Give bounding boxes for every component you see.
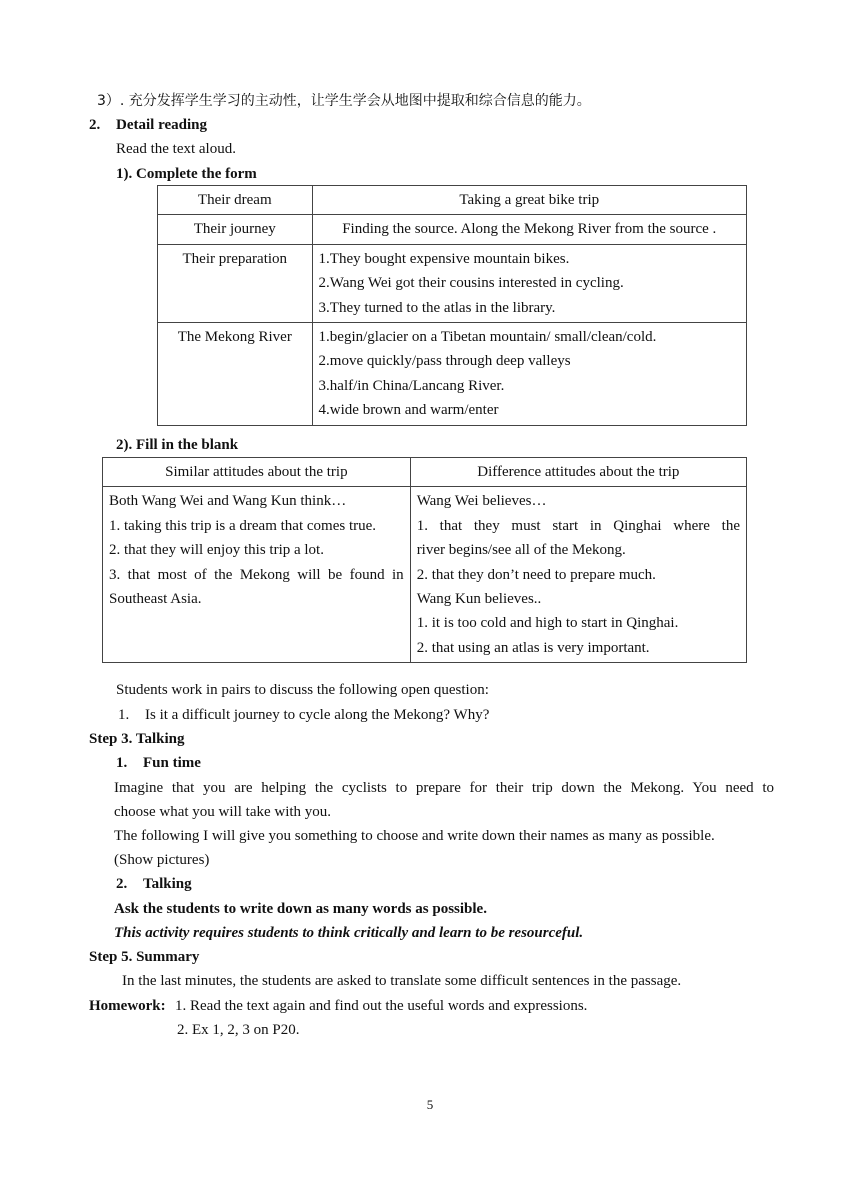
difference-attitudes-cell (410, 487, 746, 663)
cell-line: 1.begin/glacier on a Tibetan mountain/ small/clean/cold. (318, 329, 657, 346)
form-value-cell: Taking a great bike trip (312, 186, 746, 215)
cell-line: 1. that they must start in Qinghai where the (416, 517, 740, 534)
page-number: 5 (426, 1097, 434, 1112)
cell-line: 2. that they don’t need to prepare much. (416, 566, 656, 583)
objective-line: 3）. 充分发挥学生学习的主动性，让学生学会从地图中提取和综合信息的能力。 (97, 93, 591, 109)
form-value-cell (312, 244, 746, 322)
form-label-cell: The Mekong River (158, 323, 313, 426)
imagine-text-line2: choose what you will take with you. (114, 804, 332, 820)
fill-blank-title: 2). Fill in the blank (116, 437, 239, 453)
pair-work-text: Students work in pairs to discuss the following open question: (116, 682, 489, 698)
homework-item-1: 1. Read the text again and find out the useful words and expressions. (175, 998, 588, 1014)
cell-line: 3.They turned to the atlas in the library. (318, 299, 556, 316)
imagine-text-line1: Imagine that you are helping the cyclists to prepare for their trip down the Mekong. You need to (114, 780, 774, 796)
cell-line: Both Wang Wei and Wang Kun think… (109, 493, 347, 510)
cell-line: 2. that they will enjoy this trip a lot. (109, 542, 324, 559)
activity-note: This activity requires students to think critically and learn to be resourceful. (114, 925, 584, 941)
talking-heading: Talking (143, 876, 192, 892)
summary-text: In the last minutes, the students are asked to translate some difficult sentences in the passage. (122, 973, 682, 989)
cell-line: Wang Kun believes.. (416, 591, 542, 608)
ask-students-text: Ask the students to write down as many words as possible. (114, 901, 487, 917)
detail-reading-number: 2. (89, 117, 101, 133)
table-header-cell: Similar attitudes about the trip (103, 458, 411, 487)
cell-line: 3. that most of the Mekong will be found in (109, 566, 404, 583)
cell-line: 2.move quickly/pass through deep valleys (318, 353, 571, 370)
cell-line: 4.wide brown and warm/enter (318, 402, 499, 419)
table-row (103, 458, 747, 487)
open-question: Is it a difficult journey to cycle along the Mekong? Why? (145, 707, 490, 723)
table-header-cell: Difference attitudes about the trip (410, 458, 746, 487)
detail-reading-heading: Detail reading (116, 117, 207, 133)
cell-line: river begins/see all of the Mekong. (416, 542, 626, 559)
fun-time-number: 1. (116, 755, 128, 771)
cell-line: Southeast Asia. (109, 591, 202, 608)
following-text-line1: The following I will give you something to choose and write down their names as many as possible. (114, 828, 715, 844)
complete-form-table (157, 185, 747, 426)
complete-form-title: 1). Complete the form (116, 166, 257, 182)
form-label-cell: Their journey (158, 215, 313, 244)
step5-title: Step 5. Summary (89, 949, 200, 965)
cell-line: 1. it is too cold and high to start in Qinghai. (416, 615, 679, 632)
form-label-cell: Their preparation (158, 244, 313, 322)
fill-blank-table (102, 457, 747, 663)
following-text-line2: (Show pictures) (114, 852, 210, 868)
talking-number: 2. (116, 876, 128, 892)
step3-title: Step 3. Talking (89, 731, 185, 747)
table-row (103, 487, 747, 663)
homework-label: Homework: (89, 998, 166, 1014)
cell-line: 2. that using an atlas is very important. (416, 639, 650, 656)
table-row (158, 323, 747, 426)
homework-item-2: 2. Ex 1, 2, 3 on P20. (177, 1022, 300, 1038)
similar-attitudes-cell (103, 487, 411, 663)
table-row (158, 244, 747, 322)
cell-line: 1. taking this trip is a dream that comes true. (109, 517, 377, 534)
form-value-cell: Finding the source. Along the Mekong River from the source . (312, 215, 746, 244)
table-row (158, 186, 747, 215)
cell-line: 2.Wang Wei got their cousins interested in cycling. (318, 275, 624, 292)
cell-line: 1.They bought expensive mountain bikes. (318, 250, 570, 267)
form-value-cell (312, 323, 746, 426)
form-label-cell: Their dream (158, 186, 313, 215)
cell-line: 3.half/in China/Lancang River. (318, 377, 505, 394)
read-aloud-text: Read the text aloud. (116, 141, 236, 157)
fun-time-heading: Fun time (143, 755, 201, 771)
question-number: 1. (118, 707, 130, 723)
cell-line: Wang Wei believes… (416, 493, 547, 510)
table-row (158, 215, 747, 244)
